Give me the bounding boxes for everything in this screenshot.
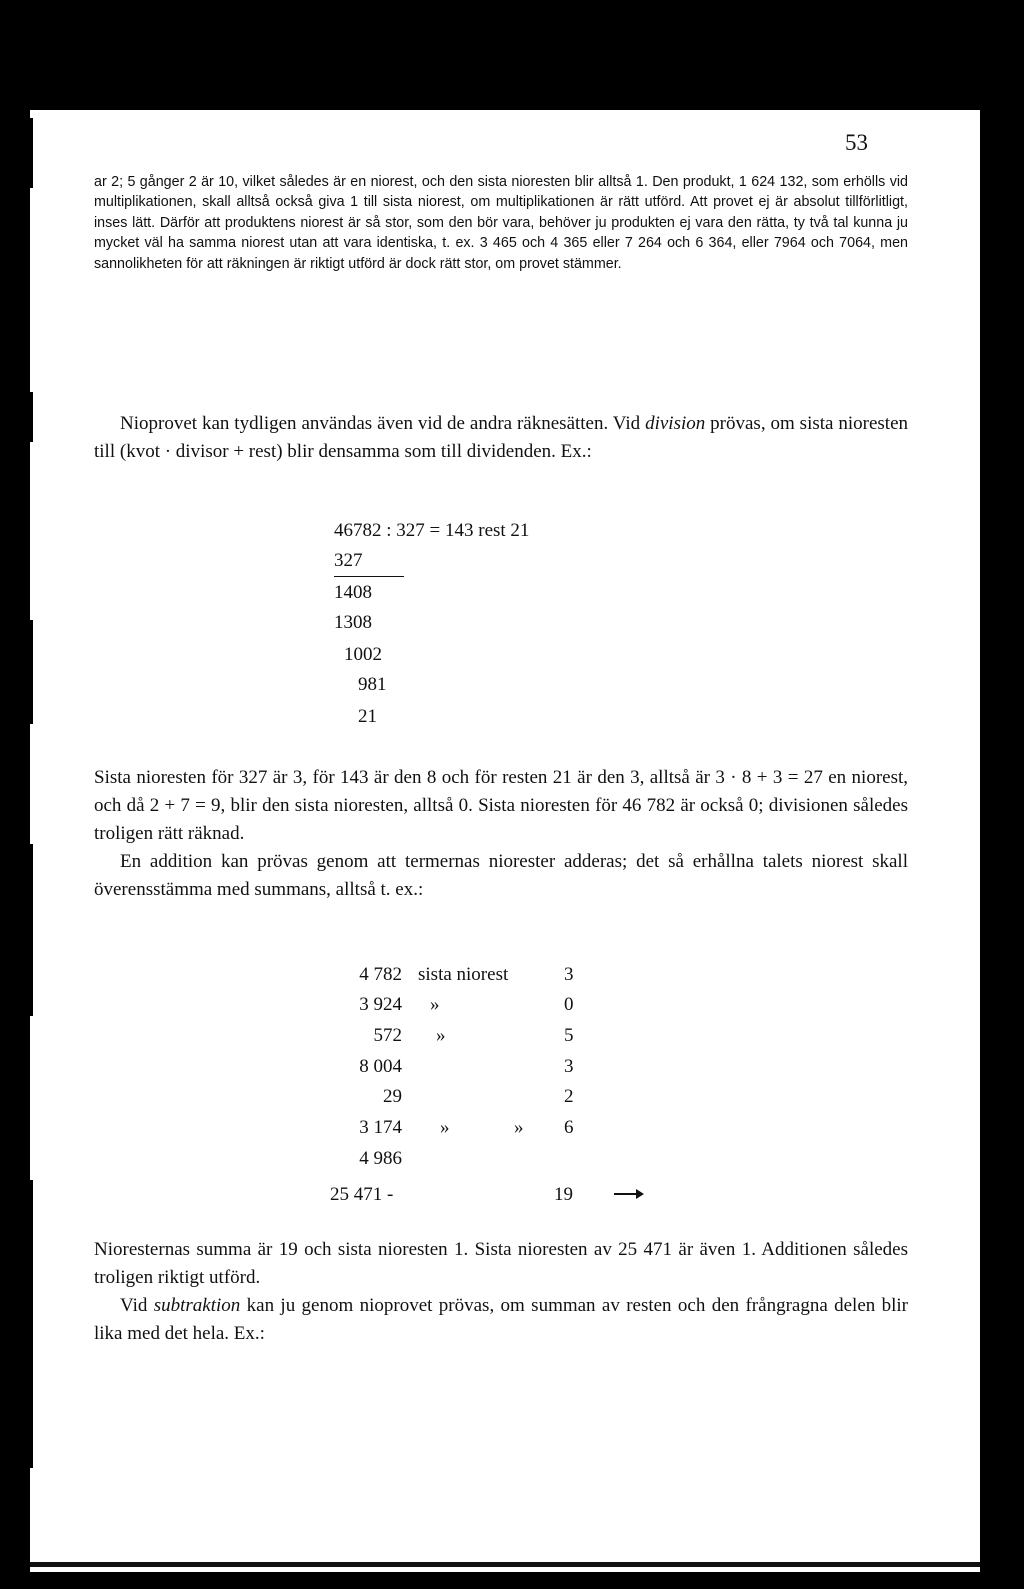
- addition-sum-rest: 19: [554, 1184, 573, 1205]
- scan-edge-mark: [30, 1180, 33, 1468]
- addition-header: sista niorest: [418, 964, 509, 985]
- paragraph-division-explanation: [94, 764, 908, 904]
- ditto-mark: »: [436, 1025, 446, 1046]
- paragraph-division-intro: [94, 410, 908, 466]
- text: Vid: [120, 1295, 154, 1316]
- scan-edge-mark: [30, 844, 33, 1016]
- scan-edge-mark: [30, 118, 33, 188]
- book-page: [30, 110, 980, 1572]
- addition-number: 8 004: [359, 1056, 402, 1077]
- division-step: 1002: [344, 644, 382, 665]
- ditto-mark: »: [514, 1117, 524, 1138]
- addition-row: [30, 994, 980, 1018]
- arrow-icon: [614, 1193, 638, 1195]
- addition-rest: 3: [564, 1056, 574, 1077]
- addition-row: [30, 1056, 980, 1080]
- addition-number: 572: [373, 1025, 402, 1046]
- addition-row: [30, 1025, 980, 1049]
- text: Sista nioresten för 327 är 3, för 143 är den 8 och för resten 21 är den 3, alltså är 3 · 8 + 3 = 27 en niorest, och då 2 + 7 = 9, blir den sista nioresten, alltså 0. Sista nioresten för 46 782 är också 0; divisionen således troligen rätt räknad.: [94, 767, 908, 844]
- addition-number: 3 174: [359, 1117, 402, 1138]
- ditto-mark: »: [430, 994, 440, 1015]
- addition-rest: 3: [564, 964, 574, 985]
- addition-number: 3 924: [359, 994, 402, 1015]
- division-step: 327: [334, 550, 363, 571]
- text: kan ju genom nioprovet prövas, om summan av resten och den frångragna delen blir lika med det hela. Ex.:: [94, 1295, 908, 1344]
- paragraph-addition-result: [94, 1236, 908, 1348]
- addition-number: 4 782: [359, 964, 402, 985]
- division-step: 981: [358, 674, 387, 695]
- small-print-text: ar 2; 5 gånger 2 är 10, vilket således är en niorest, och den sista nioresten blir alltså 1. Den produkt, 1 624 132, som erhölls vid multiplikationen, skall alltså också giva 1 till sista niorest, om multiplikationen är rätt utförd. Att provet ej är absolut tillförlitligt, inses lätt. Därför att produktens niorest är så stor, som den bör vara, behöver ju produkten ej vara den rätta, ty två tal kunna ju mycket väl ha samma niorest utan att vara identiska, t. ex. 3 465 och 4 365 eller 7 264 och 6 364, eller 7964 och 7064, men sannolikheten för att räkningen är riktigt utförd är dock rätt stor, om provet stämmer.: [94, 174, 908, 272]
- page-number: 53: [845, 130, 868, 155]
- addition-rest: 6: [564, 1117, 574, 1138]
- addition-rest: 2: [564, 1086, 574, 1107]
- addition-number: 29: [383, 1086, 402, 1107]
- addition-number: 4 986: [359, 1148, 402, 1169]
- division-equation: 46782 : 327 = 143 rest 21: [334, 520, 530, 541]
- addition-row: [30, 1148, 980, 1172]
- text: Nioresternas summa är 19 och sista nioresten 1. Sista nioresten av 25 471 är även 1. Additionen således troligen riktigt utförd.: [94, 1239, 908, 1288]
- bottom-rule: [30, 1562, 980, 1567]
- addition-row: [30, 964, 980, 988]
- small-print-paragraph: [94, 172, 908, 274]
- emphasis-division: division: [645, 413, 706, 434]
- addition-rest: 5: [564, 1025, 574, 1046]
- addition-rest: 0: [564, 994, 574, 1015]
- division-step: 1408: [334, 582, 372, 603]
- addition-sum-row: [30, 1184, 980, 1208]
- division-remainder: 21: [358, 706, 377, 727]
- addition-row: [30, 1117, 980, 1141]
- text: Nioprovet kan tydligen användas även vid de andra räknesätten. Vid: [120, 413, 646, 434]
- text: prövas, om sista nioresten till (kvot · divisor + rest) blir densamma som till dividenden. Ex.:: [94, 413, 909, 462]
- ditto-mark: »: [440, 1117, 450, 1138]
- addition-row: [30, 1086, 980, 1110]
- division-rule: [334, 576, 404, 577]
- addition-sum: 25 471 -: [330, 1184, 394, 1205]
- scan-edge-mark: [30, 392, 33, 442]
- emphasis-subtraktion: subtraktion: [153, 1295, 241, 1316]
- text: En addition kan prövas genom att termernas niorester adderas; det så erhållna talets niorest skall överensstämma med summans, alltså t. ex.:: [94, 851, 908, 900]
- division-step: 1308: [334, 612, 372, 633]
- scan-edge-mark: [30, 620, 33, 724]
